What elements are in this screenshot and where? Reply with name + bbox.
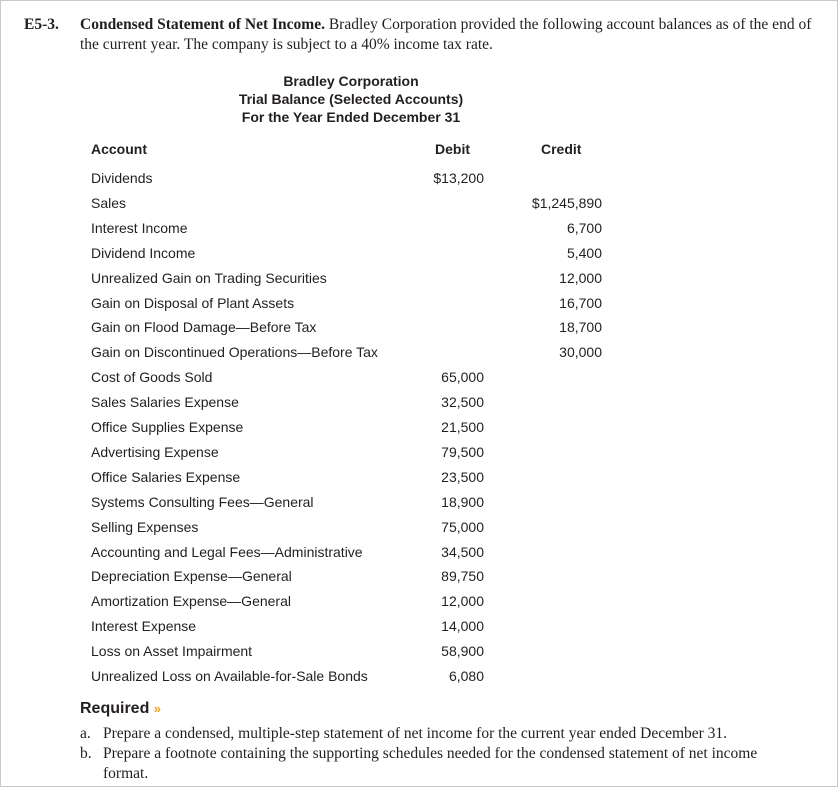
table-row <box>0 589 838 613</box>
required-item-b <box>80 744 800 784</box>
table-row <box>0 340 838 364</box>
table-row <box>0 216 838 240</box>
exercise-header <box>24 15 814 55</box>
debit-cell: 79,500 <box>441 443 484 460</box>
account-cell: Gain on Disposal of Plant Assets <box>91 294 295 311</box>
account-cell: Amortization Expense—General <box>91 593 291 610</box>
table-row <box>0 540 838 564</box>
table-row <box>0 415 838 439</box>
account-cell: Systems Consulting Fees—General <box>91 493 314 510</box>
required-heading <box>80 700 161 718</box>
debit-cell: 6,080 <box>448 668 484 684</box>
account-cell: Unrealized Loss on Available-for-Sale Bonds <box>91 668 368 684</box>
double-chevron-icon: » <box>153 701 162 716</box>
company-name: Bradley Corporation <box>283 73 419 89</box>
credit-column-header: Credit <box>541 141 582 157</box>
credit-cell: $1,245,890 <box>531 194 602 211</box>
debit-cell: $13,200 <box>433 170 484 186</box>
table-row <box>0 365 838 389</box>
credit-cell: 5,400 <box>566 244 602 261</box>
table-row <box>0 639 838 663</box>
credit-cell: 18,700 <box>559 319 602 336</box>
statement-period: For the Year Ended December 31 <box>241 109 461 125</box>
table-row <box>0 440 838 464</box>
exercise-text <box>80 15 814 55</box>
exercise-intro: Bradley Corporation provided the following account balances as of the end of the current year. The company is subject to a 40% income tax rate. <box>80 16 812 53</box>
table-row <box>0 291 838 315</box>
debit-cell: 58,900 <box>441 643 484 660</box>
statement-title: Trial Balance (Selected Accounts) <box>238 91 464 107</box>
account-cell: Unrealized Gain on Trading Securities <box>91 269 327 286</box>
debit-cell: 12,000 <box>441 593 484 610</box>
required-item-text: Prepare a footnote containing the supporting schedules needed for the condensed statement of net income format. <box>103 745 758 782</box>
table-row <box>0 166 838 190</box>
required-label: Required <box>80 700 150 717</box>
table-row <box>0 191 838 215</box>
account-cell: Sales <box>91 194 127 211</box>
account-cell: Sales Salaries Expense <box>91 394 239 411</box>
table-row <box>0 390 838 414</box>
account-cell: Dividends <box>91 170 153 186</box>
table-row <box>0 515 838 539</box>
table-row <box>0 465 838 489</box>
account-cell: Interest Expense <box>91 618 197 635</box>
account-cell: Office Salaries Expense <box>91 468 241 485</box>
table-row <box>0 490 838 514</box>
debit-cell: 34,500 <box>441 543 484 560</box>
required-item-a <box>80 724 800 744</box>
debit-cell: 75,000 <box>441 518 484 535</box>
exercise-title: Condensed Statement of Net Income. <box>80 16 325 33</box>
account-cell: Accounting and Legal Fees—Administrative <box>91 543 363 560</box>
table-row <box>0 315 838 339</box>
debit-cell: 32,500 <box>441 394 484 411</box>
account-column-header: Account <box>91 141 147 157</box>
table-row <box>0 266 838 290</box>
account-cell: Interest Income <box>91 219 188 236</box>
required-item-letter: b. <box>80 745 92 762</box>
debit-cell: 21,500 <box>441 419 484 435</box>
required-item-text: Prepare a condensed, multiple-step statement of net income for the current year ended December 31. <box>103 725 728 742</box>
table-row <box>0 564 838 588</box>
table-row <box>0 614 838 638</box>
table-row <box>0 664 838 688</box>
credit-cell: 12,000 <box>559 269 602 286</box>
debit-cell: 18,900 <box>441 493 484 510</box>
account-cell: Office Supplies Expense <box>91 419 244 435</box>
debit-cell: 89,750 <box>441 568 484 585</box>
table-row <box>0 241 838 265</box>
account-cell: Selling Expenses <box>91 518 199 535</box>
account-cell: Depreciation Expense—General <box>91 568 292 585</box>
exercise-number: E5-3. <box>24 16 59 33</box>
debit-cell: 23,500 <box>441 468 484 485</box>
account-cell: Gain on Flood Damage—Before Tax <box>91 319 317 336</box>
debit-column-header: Debit <box>435 141 470 157</box>
required-item-letter: a. <box>80 725 91 742</box>
account-cell: Advertising Expense <box>91 443 219 460</box>
debit-cell: 65,000 <box>441 369 484 386</box>
account-cell: Gain on Discontinued Operations—Before Tax <box>91 344 378 361</box>
credit-cell: 30,000 <box>559 344 602 361</box>
account-cell: Dividend Income <box>91 244 196 261</box>
debit-cell: 14,000 <box>441 618 484 635</box>
account-cell: Cost of Goods Sold <box>91 369 213 386</box>
account-cell: Loss on Asset Impairment <box>91 643 253 660</box>
credit-cell: 16,700 <box>559 294 602 311</box>
credit-cell: 6,700 <box>566 219 602 236</box>
